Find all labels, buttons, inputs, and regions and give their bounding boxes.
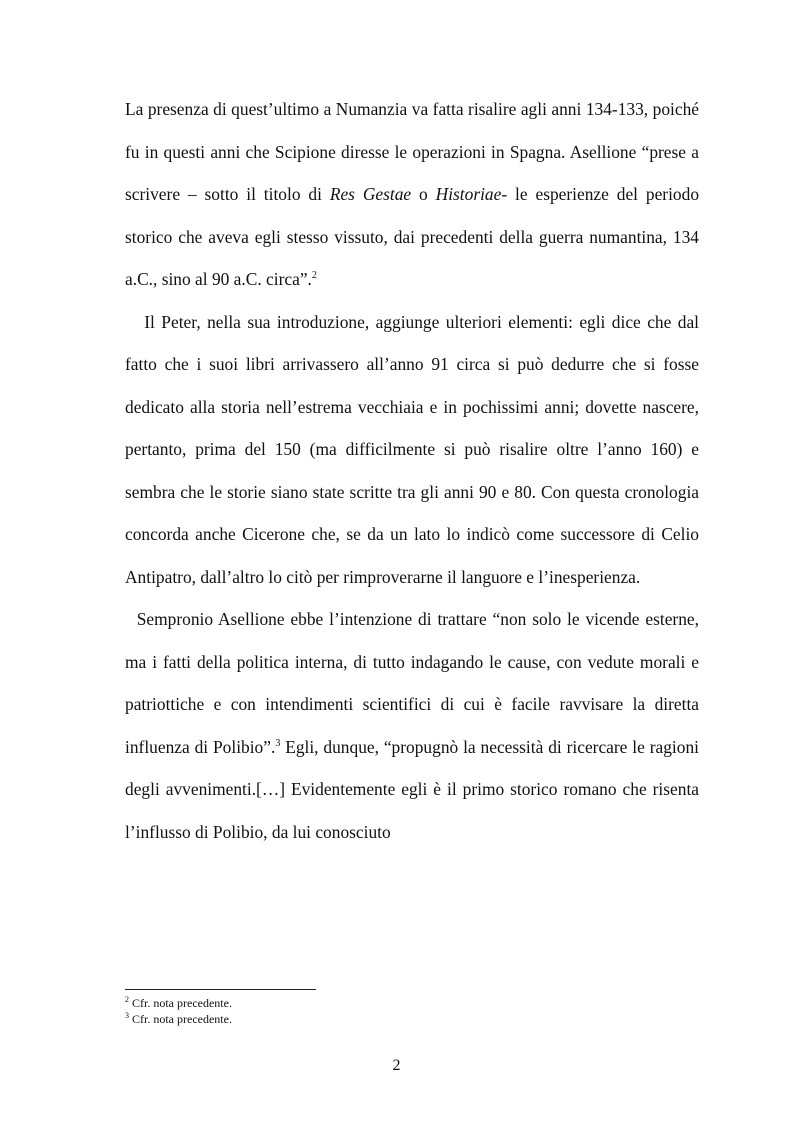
paragraph-3	[125, 598, 699, 853]
paragraph-1-text: La presenza di quest’ultimo a Numanzia va fatta risalire agli anni 134-133, poiché fu in questi anni che Scipione diresse le operazioni in Spagna. Asellione “prese a scrivere – sotto il titolo di	[125, 99, 699, 204]
footnote-3	[125, 1011, 699, 1027]
title-res-gestae: Res Gestae	[329, 184, 412, 204]
page-number: 2	[392, 1057, 401, 1074]
paragraph-3-text: Sempronio Asellione ebbe l’intenzione di trattare “non solo le vicende esterne, ma i fatti della politica interna, di tutto indagando le cause, con vedute morali e patriottiche e con intendimenti scientifici di cui è facile ravvisare la diretta influenza di Polibio”.	[125, 609, 699, 757]
paragraph-2-text: Il Peter, nella sua introduzione, aggiunge ulteriori elementi: egli dice che dal fatto che i suoi libri arrivassero all’anno 91 circa si può dedurre che si fosse dedicato alla storia nell’estrema vecchiaia e in pochissimi anni; dovette nascere, pertanto, prima del 150 (ma difficilmente si può risalire oltre l’anno 160) e sembra che le storie siano state scritte tra gli anni 90 e 80. Con questa cronologia concorda anche Cicerone che, se da un lato lo indicò come successore di Celio Antipatro, dall’altro lo citò per rimproverarne il languore e l’inesperienza.	[125, 311, 699, 587]
footnote-ref-2: 2	[311, 270, 317, 282]
footnote-number: 3	[125, 1011, 129, 1020]
footnote-number: 2	[125, 995, 129, 1004]
paragraph-2	[125, 301, 699, 599]
paragraph-1-text-end: - le esperienze del periodo storico che aveva egli stesso vissuto, dai precedenti della guerra numantina, 134 a.C., sino al 90 a.C. circa”.	[125, 184, 700, 289]
footnotes	[125, 995, 699, 1027]
paragraph-1	[125, 88, 699, 301]
page-body	[125, 88, 699, 853]
paragraph-1-conjunction: o	[411, 184, 436, 204]
footnote-2	[125, 995, 699, 1011]
footnote-text: Cfr. nota precedente.	[129, 1012, 232, 1026]
footnote-ref-3: 3	[275, 737, 281, 749]
footnote-text: Cfr. nota precedente.	[129, 996, 232, 1010]
paragraph-3-text-end: Egli, dunque, “propugnò la necessità di ricercare le ragioni degli avvenimenti.[…] Evidentemente egli è il primo storico romano che risenta l’influsso di Polibio, da lui conosciuto	[125, 736, 699, 842]
footnote-separator	[125, 989, 316, 990]
title-historiae: Historiae	[435, 184, 502, 204]
